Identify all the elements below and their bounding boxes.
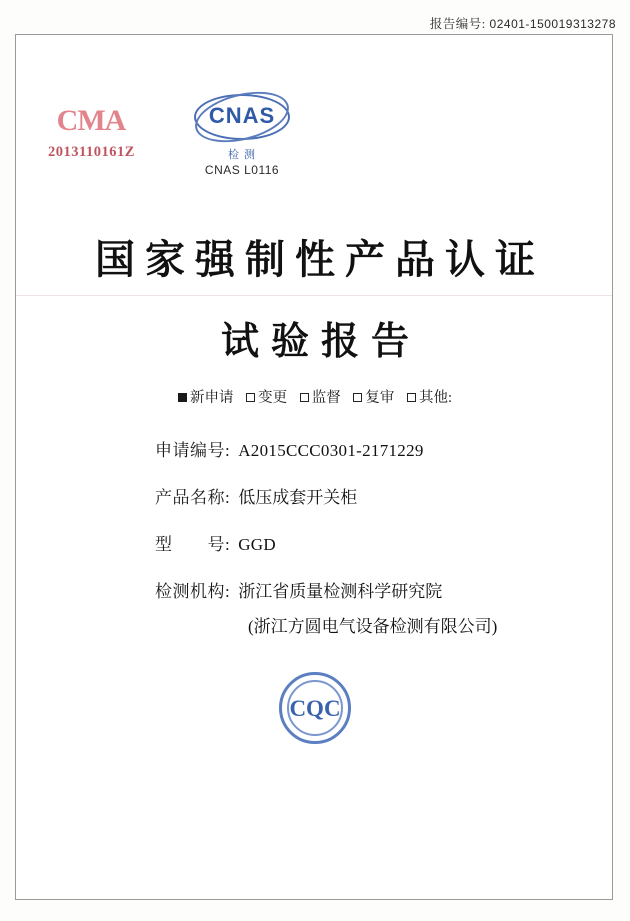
scan-artifact-line <box>16 295 612 296</box>
cnas-subtitle: 检 测 <box>227 149 257 161</box>
cma-logo <box>48 104 134 161</box>
field-model <box>0 530 630 555</box>
cnas-accreditation-number: CNAS L0116 <box>204 163 280 177</box>
checkbox-box-icon[interactable] <box>353 393 362 402</box>
application-type-row <box>0 386 630 407</box>
cqc-mark-text: CQC <box>289 696 341 721</box>
report-number-value: 02401-150019313278 <box>489 17 616 31</box>
checkbox-box-icon[interactable] <box>246 393 255 402</box>
field-testing-organization <box>0 577 630 602</box>
cma-code: 2013110161Z <box>48 144 135 160</box>
report-number-label: 报告编号: <box>429 17 486 31</box>
checkbox-change[interactable] <box>246 386 287 407</box>
cnas-ellipse-icon <box>188 92 296 144</box>
checkbox-label: 复审 <box>365 390 395 406</box>
checkbox-supervision[interactable] <box>300 386 341 407</box>
cqc-logo <box>0 672 630 751</box>
field-testing-organization-secondary: (浙江方圆电气设备检测有限公司) <box>248 617 498 636</box>
field-list <box>0 436 630 657</box>
page-title: 国家强制性产品认证 <box>95 237 545 282</box>
field-value: 低压成套开关柜 <box>238 488 358 507</box>
field-value: GGD <box>238 535 276 554</box>
field-label: 产品名称: <box>155 488 231 507</box>
checkbox-other[interactable] <box>407 386 452 407</box>
cma-mark-text: CMA <box>56 104 126 137</box>
checkbox-box-icon[interactable] <box>178 393 187 402</box>
field-application-number <box>0 436 630 461</box>
checkbox-label: 监督 <box>311 390 341 406</box>
checkbox-box-icon[interactable] <box>300 393 309 402</box>
field-label: 检测机构: <box>155 582 231 601</box>
report-number <box>430 14 616 32</box>
field-product-name <box>0 483 630 508</box>
page-subtitle: 试验报告 <box>220 321 421 363</box>
cma-mark-icon <box>57 104 126 138</box>
field-label: 型 号: <box>155 535 231 554</box>
checkbox-new-application[interactable] <box>178 386 234 407</box>
field-label: 申请编号: <box>155 441 231 460</box>
checkbox-box-icon[interactable] <box>407 393 416 402</box>
field-value: A2015CCC0301-2171229 <box>238 441 424 460</box>
field-value: 浙江省质量检测科学研究院 <box>238 582 443 601</box>
checkbox-label: 新申请 <box>189 390 234 406</box>
cnas-mark-text: CNAS <box>208 103 276 128</box>
checkbox-label: 其他: <box>418 390 453 406</box>
checkbox-label: 变更 <box>258 390 288 406</box>
cqc-seal-icon <box>269 672 361 746</box>
checkbox-review[interactable] <box>353 386 394 407</box>
cnas-logo <box>182 92 302 177</box>
